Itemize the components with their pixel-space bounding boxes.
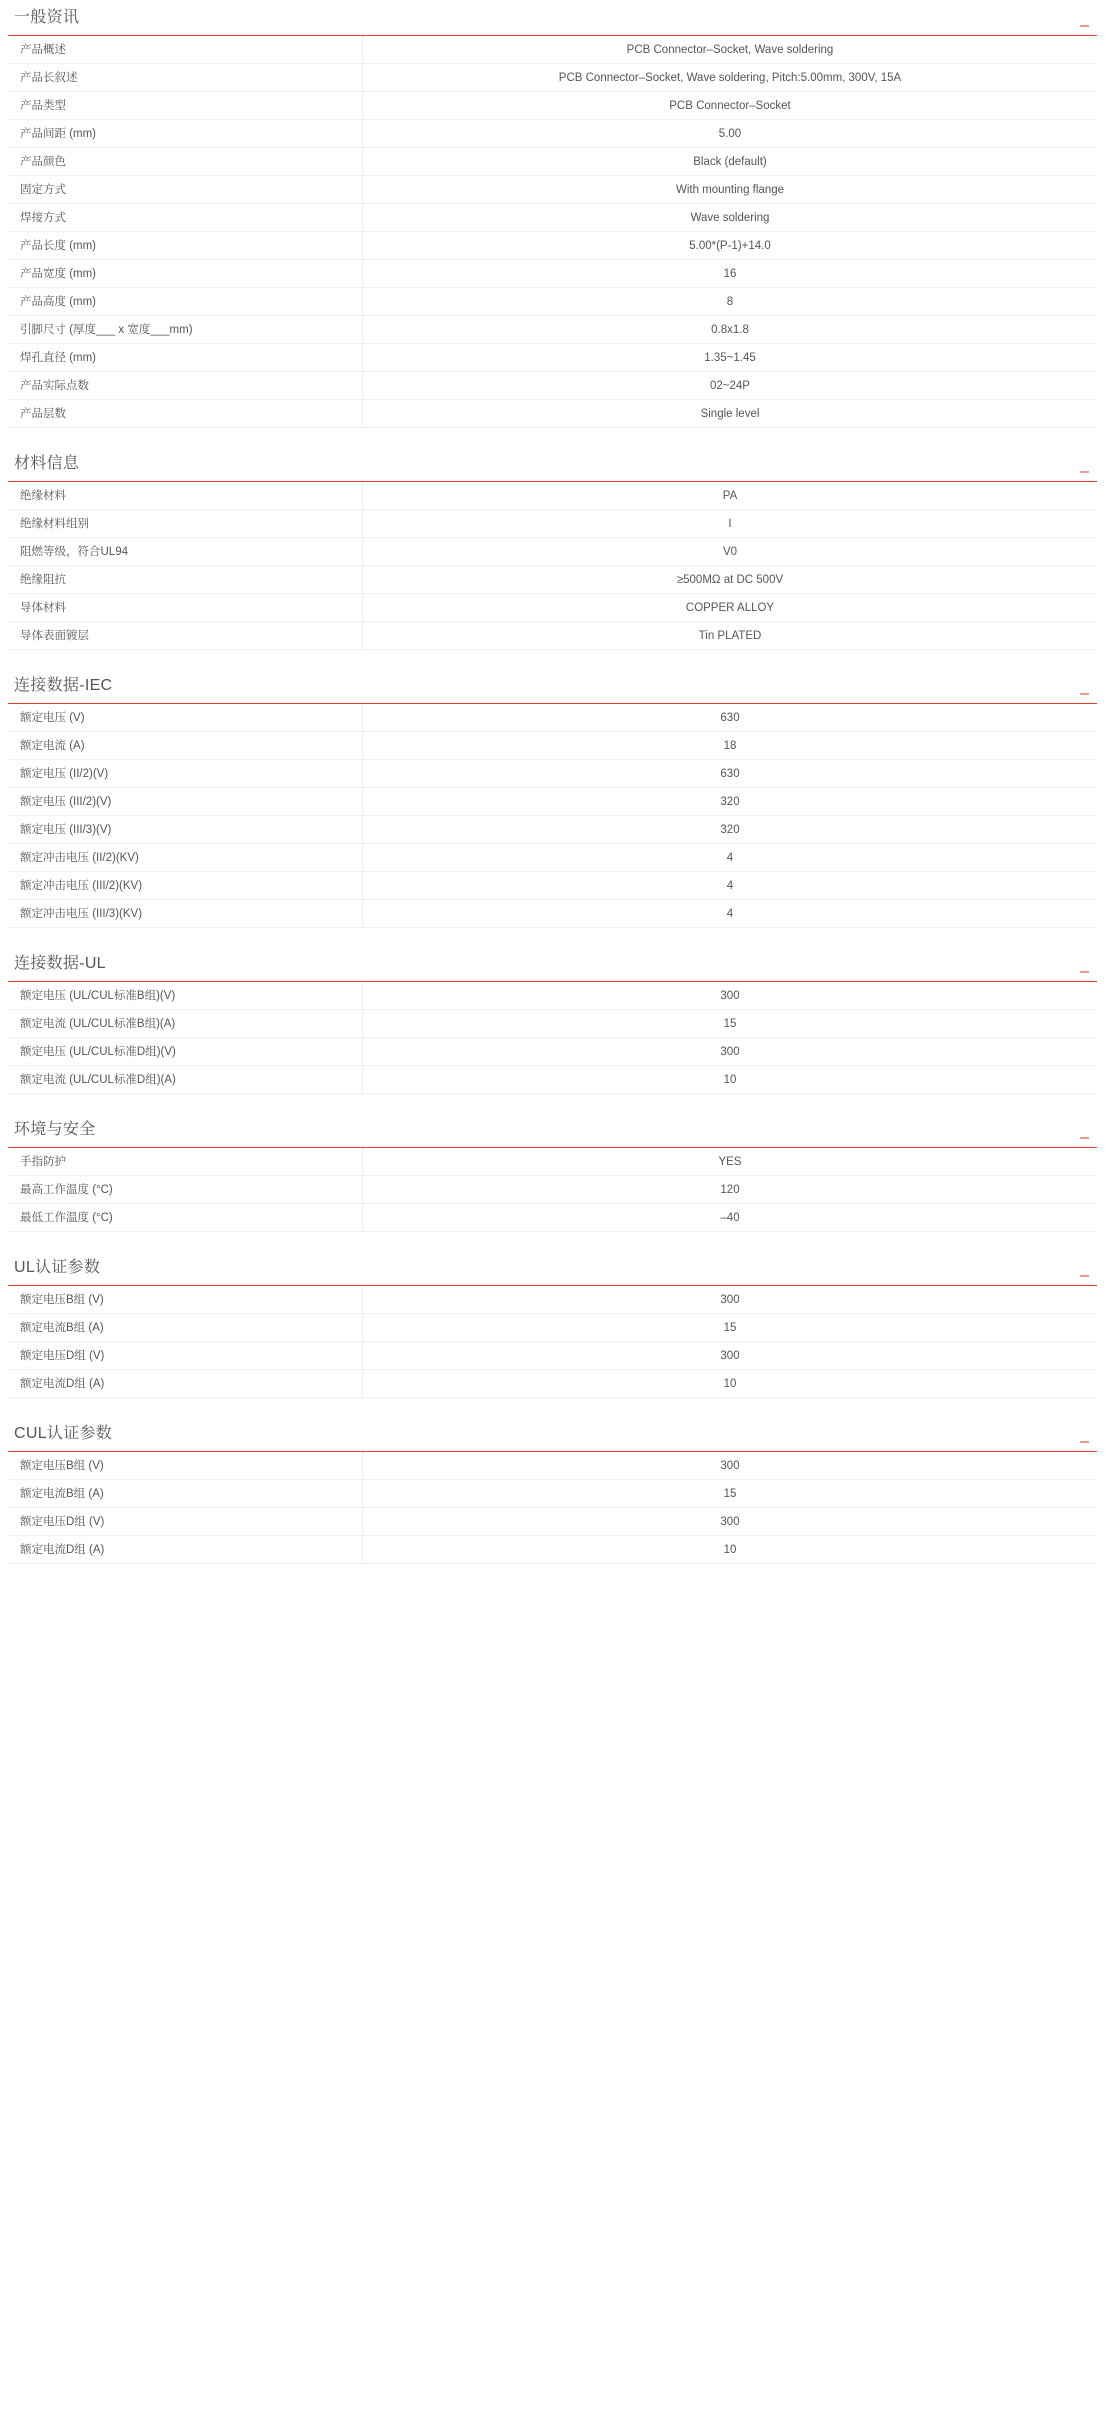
table-row <box>8 344 1097 372</box>
spec-label: 绝缘阻抗 <box>8 566 363 594</box>
spec-label: 产品间距 (mm) <box>8 120 363 148</box>
spec-label: 额定电压 (II/2)(V) <box>8 760 363 788</box>
spec-label: 产品概述 <box>8 36 363 64</box>
spec-value: 10 <box>363 1370 1098 1398</box>
spec-label: 产品实际点数 <box>8 372 363 400</box>
spec-value: 300 <box>363 982 1098 1010</box>
spec-value: 1.35~1.45 <box>363 344 1098 372</box>
collapse-minus-icon[interactable]: – <box>1080 1129 1089 1146</box>
table-row <box>8 260 1097 288</box>
spec-label: 额定电流B组 (A) <box>8 1480 363 1508</box>
spec-value: 15 <box>363 1010 1098 1038</box>
collapse-minus-icon[interactable]: – <box>1080 963 1089 980</box>
spec-value: 5.00 <box>363 120 1098 148</box>
spec-value: 300 <box>363 1286 1098 1314</box>
spec-label: 额定电压 (UL/CUL标准B组)(V) <box>8 982 363 1010</box>
table-row <box>8 288 1097 316</box>
spec-label: 额定冲击电压 (III/2)(KV) <box>8 872 363 900</box>
spec-label: 额定电压D组 (V) <box>8 1508 363 1536</box>
spec-value: ≥500MΩ at DC 500V <box>363 566 1098 594</box>
spec-label: 额定电压 (III/2)(V) <box>8 788 363 816</box>
collapse-minus-icon[interactable]: – <box>1080 463 1089 480</box>
spec-label: 最高工作温度 (°C) <box>8 1176 363 1204</box>
spec-label: 绝缘材料 <box>8 482 363 510</box>
table-row <box>8 204 1097 232</box>
spec-table <box>8 1148 1097 1232</box>
spec-label: 额定电流D组 (A) <box>8 1370 363 1398</box>
collapse-minus-icon[interactable]: – <box>1080 17 1089 34</box>
section-header[interactable] <box>8 8 1097 36</box>
table-row <box>8 1286 1097 1314</box>
table-row <box>8 148 1097 176</box>
section-title: 连接数据-IEC <box>14 677 113 694</box>
section-title: 连接数据-UL <box>14 955 106 972</box>
spec-label: 手指防护 <box>8 1148 363 1176</box>
spec-label: 额定电流 (UL/CUL标准B组)(A) <box>8 1010 363 1038</box>
spec-table <box>8 482 1097 650</box>
spec-value: 0.8x1.8 <box>363 316 1098 344</box>
table-row <box>8 1452 1097 1480</box>
spec-section <box>8 676 1097 928</box>
spec-label: 产品类型 <box>8 92 363 120</box>
spec-value: 18 <box>363 732 1098 760</box>
spec-section <box>8 1258 1097 1398</box>
table-row <box>8 1508 1097 1536</box>
spec-label: 产品颜色 <box>8 148 363 176</box>
table-row <box>8 900 1097 928</box>
collapse-minus-icon[interactable]: – <box>1080 1267 1089 1284</box>
spec-value: 4 <box>363 900 1098 928</box>
spec-value: –40 <box>363 1204 1098 1232</box>
section-title: 材料信息 <box>14 455 80 472</box>
section-header[interactable] <box>8 954 1097 982</box>
spec-table <box>8 704 1097 928</box>
table-row <box>8 1370 1097 1398</box>
spec-value: 4 <box>363 872 1098 900</box>
table-row <box>8 1480 1097 1508</box>
spec-table <box>8 982 1097 1094</box>
table-row <box>8 1148 1097 1176</box>
spec-label: 额定电流B组 (A) <box>8 1314 363 1342</box>
spec-value: 5.00*(P-1)+14.0 <box>363 232 1098 260</box>
table-row <box>8 400 1097 428</box>
spec-label: 额定电流D组 (A) <box>8 1536 363 1564</box>
table-row <box>8 1066 1097 1094</box>
table-row <box>8 36 1097 64</box>
spec-value: With mounting flange <box>363 176 1098 204</box>
section-header[interactable] <box>8 1424 1097 1452</box>
spec-value: V0 <box>363 538 1098 566</box>
section-header[interactable] <box>8 1120 1097 1148</box>
spec-label: 产品长叙述 <box>8 64 363 92</box>
spec-value: 8 <box>363 288 1098 316</box>
spec-value: 300 <box>363 1508 1098 1536</box>
spec-label: 阻燃等级，符合UL94 <box>8 538 363 566</box>
spec-value: Single level <box>363 400 1098 428</box>
spec-label: 产品层数 <box>8 400 363 428</box>
spec-label: 额定冲击电压 (III/3)(KV) <box>8 900 363 928</box>
spec-value: PCB Connector–Socket, Wave soldering <box>363 36 1098 64</box>
spec-label: 产品高度 (mm) <box>8 288 363 316</box>
spec-label: 绝缘材料组别 <box>8 510 363 538</box>
spec-label: 导体材料 <box>8 594 363 622</box>
spec-label: 额定电流 (A) <box>8 732 363 760</box>
spec-label: 额定电压 (UL/CUL标准D组)(V) <box>8 1038 363 1066</box>
spec-value: I <box>363 510 1098 538</box>
spec-value: 300 <box>363 1342 1098 1370</box>
table-row <box>8 316 1097 344</box>
spec-value: 10 <box>363 1536 1098 1564</box>
table-row <box>8 594 1097 622</box>
table-row <box>8 982 1097 1010</box>
spec-label: 焊接方式 <box>8 204 363 232</box>
spec-table <box>8 36 1097 428</box>
spec-value: PCB Connector–Socket, Wave soldering, Pitch:5.00mm, 300V, 15A <box>363 64 1098 92</box>
table-row <box>8 872 1097 900</box>
spec-value: PA <box>363 482 1098 510</box>
spec-label: 产品长度 (mm) <box>8 232 363 260</box>
spec-section <box>8 0 1097 428</box>
section-title: CUL认证参数 <box>14 1425 113 1442</box>
table-row <box>8 510 1097 538</box>
spec-section <box>8 954 1097 1094</box>
spec-label: 焊孔直径 (mm) <box>8 344 363 372</box>
spec-section <box>8 1120 1097 1232</box>
table-row <box>8 760 1097 788</box>
spec-value: COPPER ALLOY <box>363 594 1098 622</box>
table-row <box>8 482 1097 510</box>
spec-label: 引脚尺寸 (厚度___ x 宽度___mm) <box>8 316 363 344</box>
table-row <box>8 704 1097 732</box>
section-title: 一般资讯 <box>14 9 80 26</box>
spec-label: 额定电压 (V) <box>8 704 363 732</box>
spec-value: 16 <box>363 260 1098 288</box>
spec-label: 固定方式 <box>8 176 363 204</box>
section-header[interactable] <box>8 676 1097 704</box>
spec-value: 630 <box>363 760 1098 788</box>
spec-value: PCB Connector–Socket <box>363 92 1098 120</box>
spec-value: 4 <box>363 844 1098 872</box>
spec-value: 320 <box>363 816 1098 844</box>
table-row <box>8 1176 1097 1204</box>
spec-value: 320 <box>363 788 1098 816</box>
spec-label: 额定电压 (III/3)(V) <box>8 816 363 844</box>
spec-table <box>8 1452 1097 1564</box>
table-row <box>8 176 1097 204</box>
table-row <box>8 120 1097 148</box>
section-header[interactable] <box>8 454 1097 482</box>
table-row <box>8 232 1097 260</box>
spec-value: 120 <box>363 1176 1098 1204</box>
section-title: 环境与安全 <box>14 1121 96 1138</box>
spec-label: 额定电流 (UL/CUL标准D组)(A) <box>8 1066 363 1094</box>
spec-label: 额定电压B组 (V) <box>8 1452 363 1480</box>
spec-value: 02~24P <box>363 372 1098 400</box>
spec-value: Black (default) <box>363 148 1098 176</box>
spec-value: 300 <box>363 1038 1098 1066</box>
table-row <box>8 1204 1097 1232</box>
table-row <box>8 1536 1097 1564</box>
table-row <box>8 816 1097 844</box>
spec-label: 额定电压B组 (V) <box>8 1286 363 1314</box>
table-row <box>8 732 1097 760</box>
spec-value: 630 <box>363 704 1098 732</box>
section-title: UL认证参数 <box>14 1259 101 1276</box>
table-row <box>8 1314 1097 1342</box>
spec-value: Tin PLATED <box>363 622 1098 650</box>
spec-value: YES <box>363 1148 1098 1176</box>
table-row <box>8 1038 1097 1066</box>
spec-label: 最低工作温度 (°C) <box>8 1204 363 1232</box>
table-row <box>8 1342 1097 1370</box>
table-row <box>8 372 1097 400</box>
section-header[interactable] <box>8 1258 1097 1286</box>
spec-value: 15 <box>363 1480 1098 1508</box>
spec-label: 产品宽度 (mm) <box>8 260 363 288</box>
spec-label: 导体表面镀层 <box>8 622 363 650</box>
spec-label: 额定冲击电压 (II/2)(KV) <box>8 844 363 872</box>
collapse-minus-icon[interactable]: – <box>1080 1433 1089 1450</box>
sections-container <box>8 0 1097 1564</box>
spec-section <box>8 1424 1097 1564</box>
collapse-minus-icon[interactable]: – <box>1080 685 1089 702</box>
table-row <box>8 538 1097 566</box>
spec-value: 10 <box>363 1066 1098 1094</box>
spec-value: 15 <box>363 1314 1098 1342</box>
table-row <box>8 1010 1097 1038</box>
spec-section <box>8 454 1097 650</box>
spec-table <box>8 1286 1097 1398</box>
table-row <box>8 788 1097 816</box>
table-row <box>8 566 1097 594</box>
table-row <box>8 844 1097 872</box>
table-row <box>8 622 1097 650</box>
table-row <box>8 92 1097 120</box>
spec-value: Wave soldering <box>363 204 1098 232</box>
spec-label: 额定电压D组 (V) <box>8 1342 363 1370</box>
spec-value: 300 <box>363 1452 1098 1480</box>
table-row <box>8 64 1097 92</box>
